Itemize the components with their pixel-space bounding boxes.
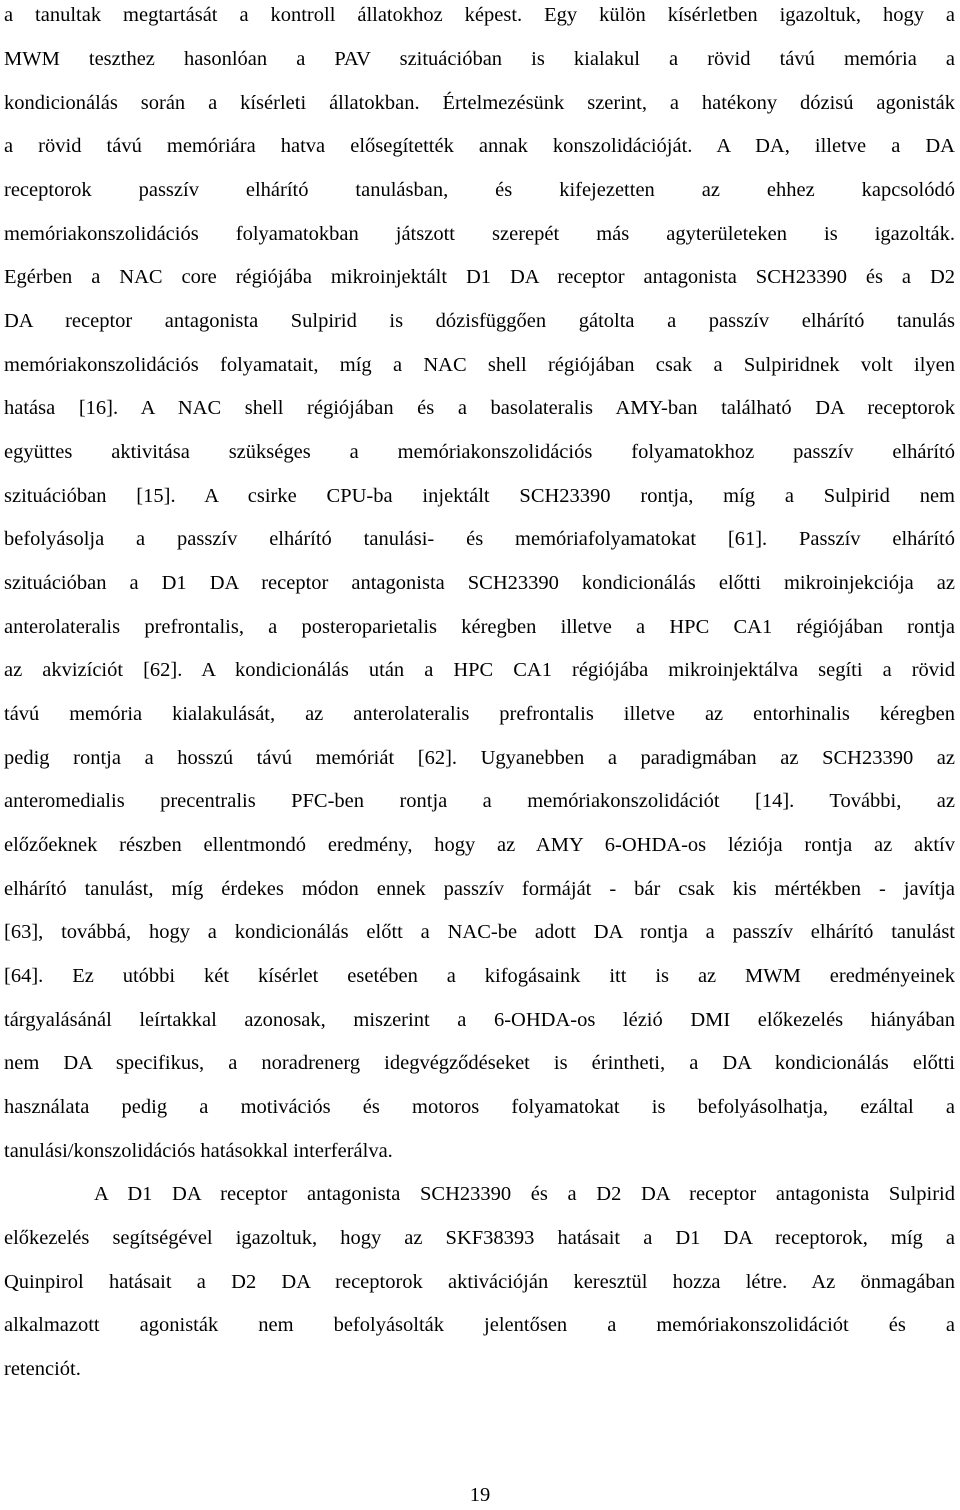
text-line: memóriakonszolidációs folyamatokban játszott szerepét más agyterületeken is igazolták. [4,223,955,245]
text-line: [64]. Ez utóbbi két kísérlet esetében a kifogásaink itt is az MWM eredményeinek [4,965,955,987]
text-line: az akvizíciót [62]. A kondicionálás után a HPC CA1 régiójába mikroinjektálva segíti a rövid [4,659,955,681]
text-line: tárgyalásánál leírtakkal azonosak, miszerint a 6-OHDA-os lézió DMI előkezelés hiányában [4,1009,955,1031]
text-line: A D1 DA receptor antagonista SCH23390 és a D2 DA receptor antagonista Sulpirid [94,1183,955,1205]
text-line: tanulási/konszolidációs hatásokkal interferálva. [4,1140,393,1162]
text-line: befolyásolja a passzív elhárító tanulási- és memóriafolyamatokat [61]. Passzív elhárító [4,528,955,550]
text-line: hatása [16]. A NAC shell régiójában és a basolateralis AMY-ban található DA receptorok [4,397,955,419]
page-number: 19 [469,1484,491,1506]
text-line: MWM teszthez hasonlóan a PAV szituációban is kialakul a rövid távú memória a [4,48,955,70]
text-line: nem DA specifikus, a noradrenerg idegvégződéseket is érintheti, a DA kondicionálás előtti [4,1052,955,1074]
text-line: memóriakonszolidációs folyamatait, míg a NAC shell régiójában csak a Sulpiridnek volt ilyen [4,354,955,376]
text-line: a tanultak megtartását a kontroll állatokhoz képest. Egy külön kísérletben igazoltuk, hogy a [4,4,955,26]
text-line: elhárító tanulást, míg érdekes módon ennek passzív formáját - bár csak kis mértékben - javítja [4,878,955,900]
text-line: anterolateralis prefrontalis, a posteroparietalis kéregben illetve a HPC CA1 régiójában rontja [4,616,955,638]
text-line: együttes aktivitása szükséges a memóriakonszolidációs folyamatokhoz passzív elhárító [4,441,955,463]
text-line: DA receptor antagonista Sulpirid is dózisfüggően gátolta a passzív elhárító tanulás [4,310,955,332]
text-line: retenciót. [4,1358,81,1380]
text-line: használata pedig a motivációs és motoros folyamatokat is befolyásolhatja, ezáltal a [4,1096,955,1118]
text-line: előzőeknek részben ellentmondó eredmény, hogy az AMY 6-OHDA-os léziója rontja az aktív [4,834,955,856]
text-line: receptorok passzív elhárító tanulásban, és kifejezetten az ehhez kapcsolódó [4,179,955,201]
text-line: előkezelés segítségével igazoltuk, hogy az SKF38393 hatásait a D1 DA receptorok, míg a [4,1227,955,1249]
text-line: [63], továbbá, hogy a kondicionálás előtt a NAC-be adott DA rontja a passzív elhárító tanulást [4,921,955,943]
text-line: szituációban [15]. A csirke CPU-ba injektált SCH23390 rontja, míg a Sulpirid nem [4,485,955,507]
text-line: alkalmazott agonisták nem befolyásolták jelentősen a memóriakonszolidációt és a [4,1314,955,1336]
text-line: anteromedialis precentralis PFC-ben rontja a memóriakonszolidációt [14]. További, az [4,790,955,812]
text-line: pedig rontja a hosszú távú memóriát [62]. Ugyanebben a paradigmában az SCH23390 az [4,747,955,769]
text-line: Quinpirol hatásait a D2 DA receptorok aktivációján keresztül hozza létre. Az önmagában [4,1271,955,1293]
text-line: kondicionálás során a kísérleti állatokban. Értelmezésünk szerint, a hatékony dózisú agonisták [4,92,955,114]
text-line: távú memória kialakulását, az anterolateralis prefrontalis illetve az entorhinalis kéregben [4,703,955,725]
text-line: Egérben a NAC core régiójába mikroinjektált D1 DA receptor antagonista SCH23390 és a D2 [4,266,955,288]
text-line: szituációban a D1 DA receptor antagonista SCH23390 kondicionálás előtti mikroinjekciója az [4,572,955,594]
text-line: a rövid távú memóriára hatva elősegítették annak konszolidációját. A DA, illetve a DA [4,135,955,157]
